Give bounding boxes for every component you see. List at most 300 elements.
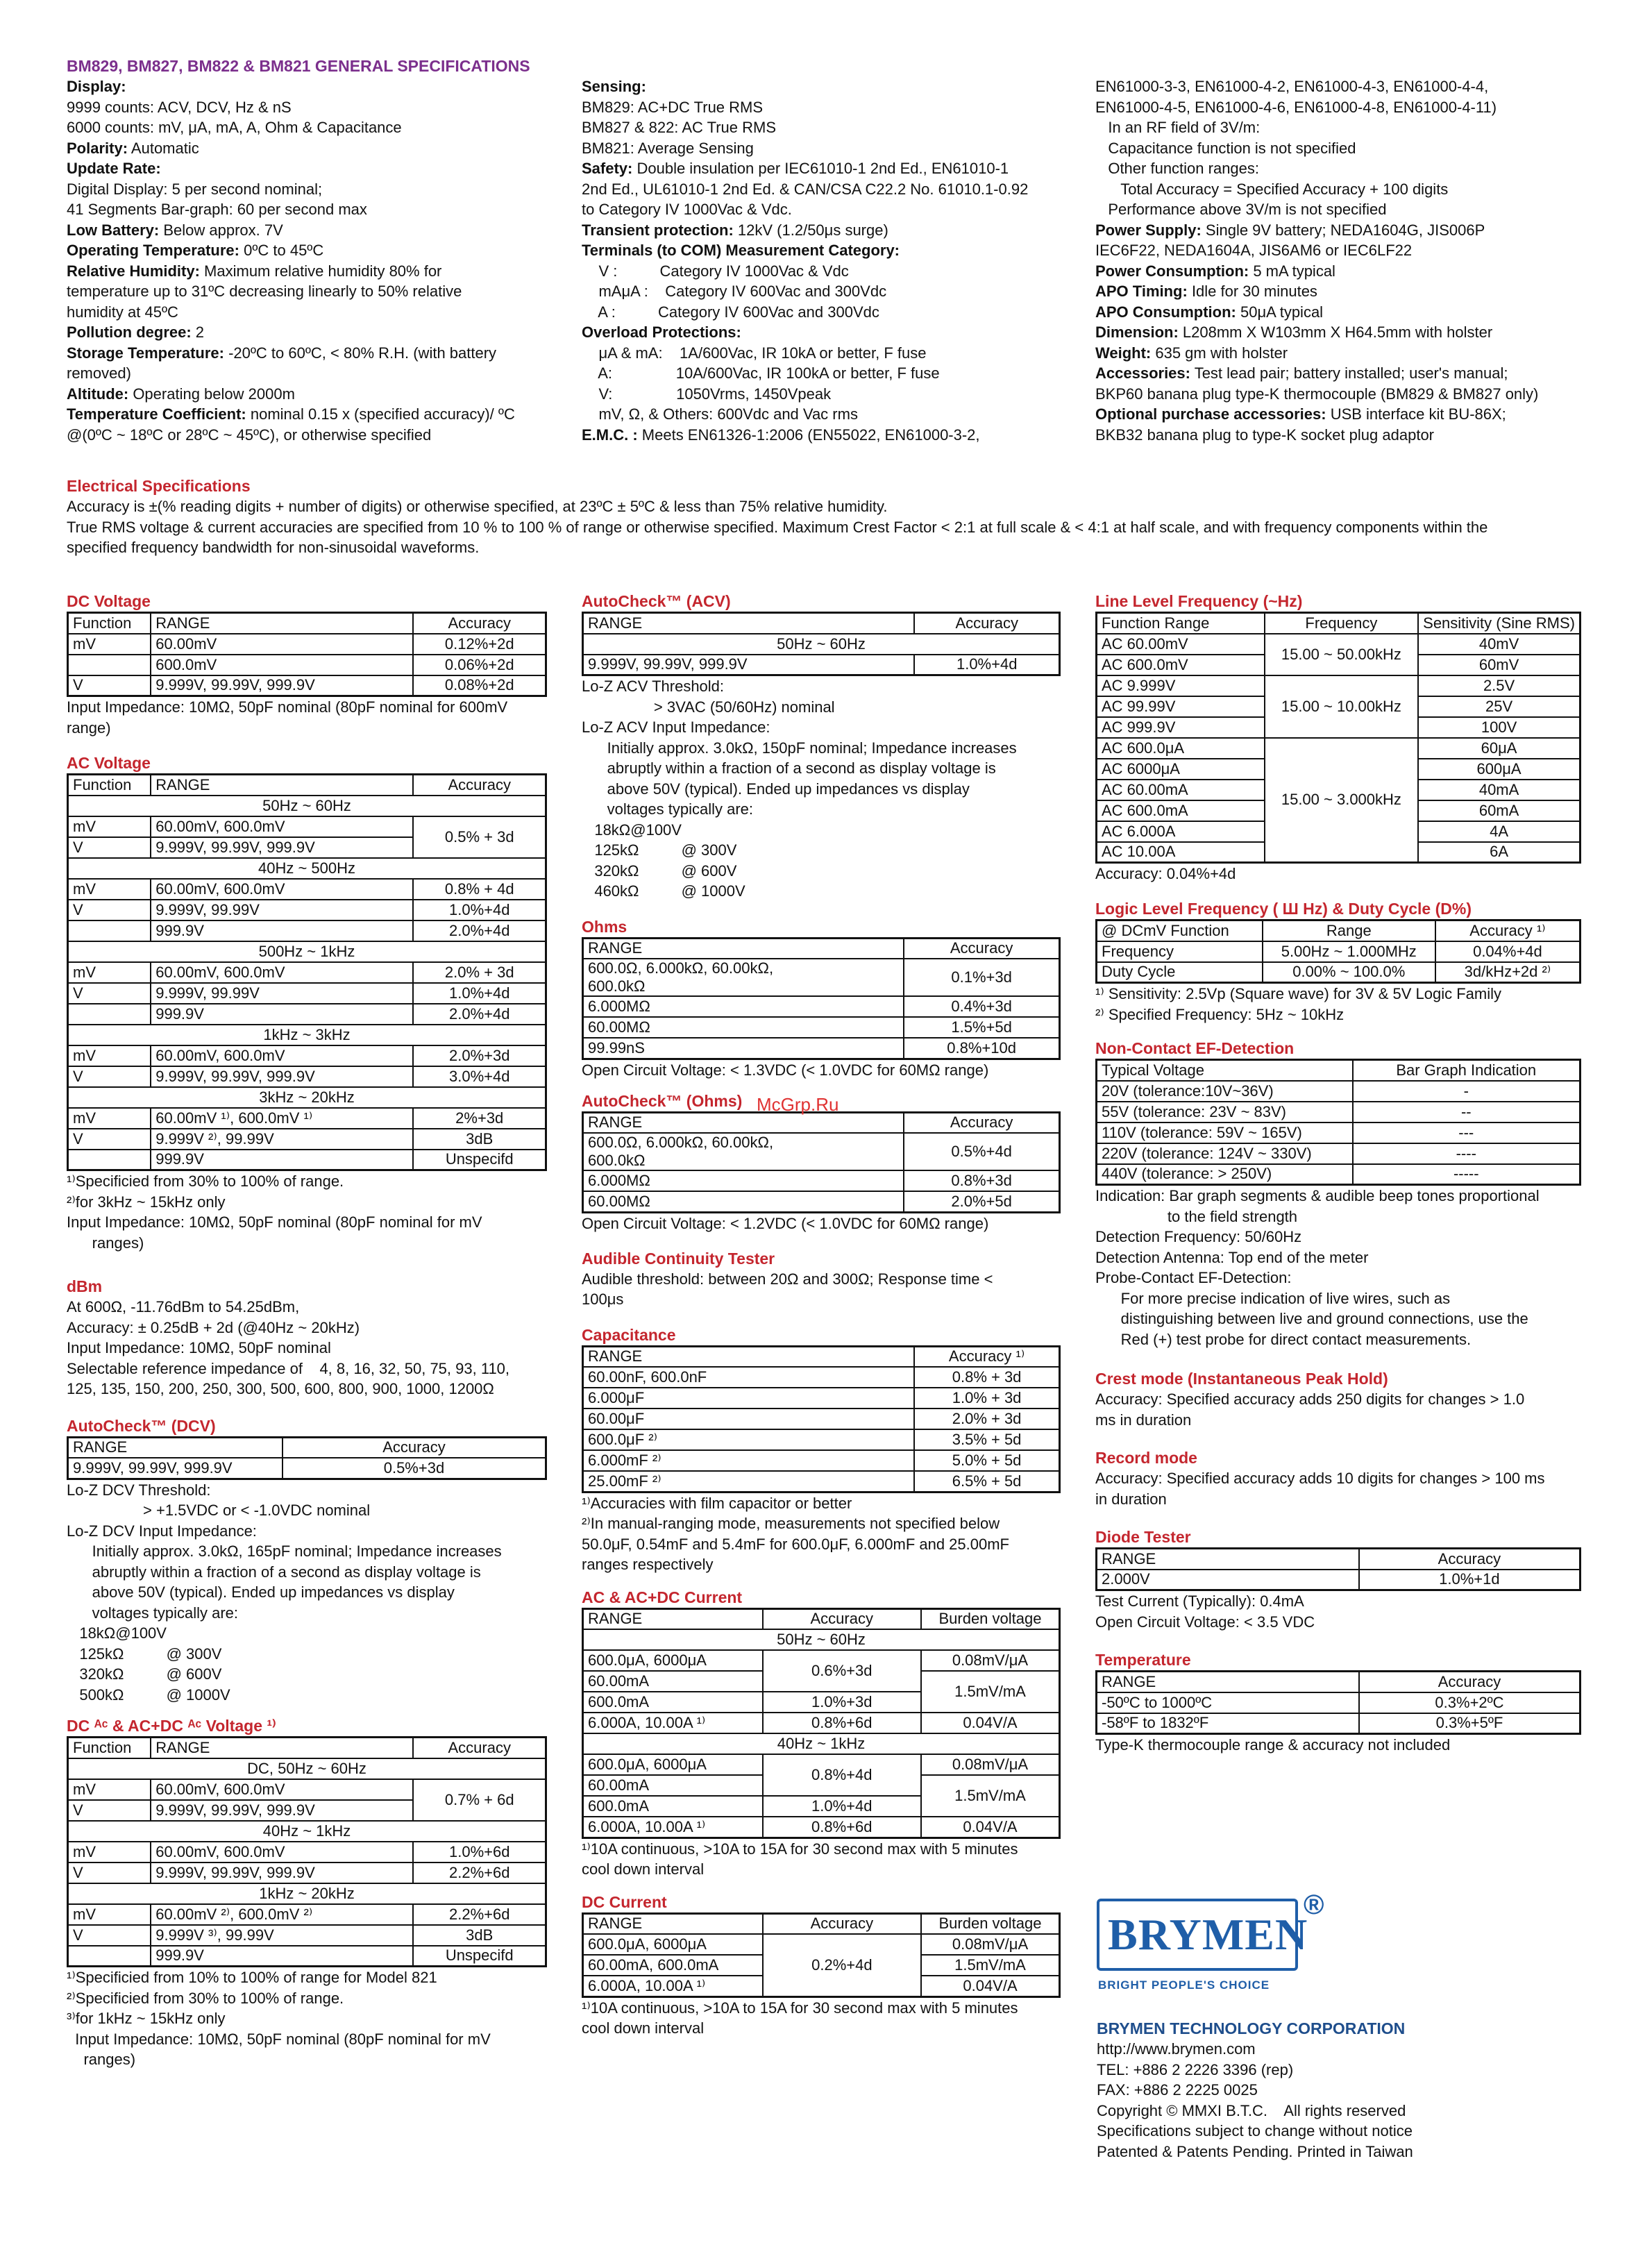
table-cell: Accuracy <box>904 1112 1059 1133</box>
table-row <box>68 920 546 941</box>
table-cell: RANGE <box>1097 1672 1360 1692</box>
table-cell: mV <box>68 1045 151 1066</box>
table-row <box>68 655 546 675</box>
note-line: range) <box>67 718 111 737</box>
table-cell: 1.0%+3d <box>763 1692 921 1713</box>
table-header <box>68 1738 546 1758</box>
table-cell: 3kHz ~ 20kHz <box>68 1087 546 1108</box>
table-cell: 60.00mA <box>583 1671 763 1692</box>
table-cell: Burden voltage <box>921 1913 1060 1934</box>
note-line: Specifications subject to change without notice <box>1097 2122 1413 2139</box>
logic-level-title: Logic Level Frequency ( Ш Hz) & Duty Cycle (D%) <box>1095 900 1472 918</box>
table-cell: RANGE <box>583 613 915 634</box>
general-col-1 <box>67 56 580 445</box>
note-line: abruptly within a fraction of a second as display voltage is <box>67 1563 481 1581</box>
table-cell: 999.9V <box>151 920 413 941</box>
note-line: Selectable reference impedance of 4, 8, 16, 32, 50, 75, 93, 110, <box>67 1359 510 1377</box>
note-line: Detection Antenna: Top end of the meter <box>1095 1248 1369 1266</box>
spec-line <box>1095 261 1595 282</box>
table-cell: 1.0%+4d <box>763 1796 921 1817</box>
note-line: Test Current (Typically): 0.4mA <box>1095 1592 1304 1610</box>
table-cell: 600.0mA <box>583 1796 763 1817</box>
spec-label: Terminals (to COM) Measurement Category: <box>582 242 900 259</box>
spec-label: Pollution degree: <box>67 323 192 341</box>
table-row <box>68 634 546 655</box>
spec-label: Temperature Coefficient: <box>67 405 246 423</box>
note-line: ¹⁾10A continuous, >10A to 15A for 30 second max with 5 minutes <box>582 1840 1018 1858</box>
note-line: ³⁾for 1kHz ~ 15kHz only <box>67 2010 226 2027</box>
spec-line <box>582 179 1081 200</box>
spec-value: EN61000-4-5, EN61000-4-6, EN61000-4-8, EN61000-4-11) <box>1095 98 1497 116</box>
table-cell: mV <box>68 1842 151 1863</box>
table-cell: 25.00mF ²⁾ <box>583 1471 915 1492</box>
note-line: Initially approx. 3.0kΩ, 165pF nominal; Impedance increases <box>67 1542 502 1560</box>
table-cell: AC 600.0μA <box>1097 738 1265 759</box>
table-cell: RANGE <box>68 1437 283 1458</box>
table-cell: 1kHz ~ 3kHz <box>68 1025 546 1045</box>
spec-value: Double insulation per IEC61010-1 2nd Ed., EN61010-1 <box>632 160 1009 177</box>
table-cell: 60.00mV <box>151 634 413 655</box>
table-cell: V <box>68 675 151 696</box>
table-cell: 50Hz ~ 60Hz <box>68 796 546 816</box>
table-cell: AC 6.000A <box>1097 821 1265 842</box>
spec-line <box>1095 384 1595 405</box>
table-cell: --- <box>1353 1122 1581 1143</box>
table-cell: mV <box>68 962 151 983</box>
table-cell: 40Hz ~ 1kHz <box>583 1733 1060 1754</box>
table-cell: 6.000A, 10.00A ¹⁾ <box>583 1817 763 1838</box>
table-cell <box>68 1150 151 1170</box>
note-line: 500kΩ @ 1000V <box>67 1685 230 1704</box>
table-cell: 2.0%+4d <box>413 920 546 941</box>
table-cell: 5.00Hz ~ 1.000MHz <box>1263 941 1435 962</box>
note-line: 50.0μF, 0.54mF and 5.4mF for 600.0μF, 6.000mF and 25.00mF <box>582 1535 1009 1553</box>
table-cell: 0.04%+4d <box>1435 941 1581 962</box>
table-cell: 55V (tolerance: 23V ~ 83V) <box>1097 1102 1353 1122</box>
table-cell: RANGE <box>583 1112 904 1133</box>
table-cell: 600.0μF ²⁾ <box>583 1429 915 1450</box>
table-cell: 15.00 ~ 10.00kHz <box>1265 675 1419 738</box>
spec-value: 0ºC to 45ºC <box>239 242 324 259</box>
table-cell: 0.5% + 3d <box>413 816 546 858</box>
note-line: ranges) <box>67 2051 136 2068</box>
spec-line <box>582 220 1081 241</box>
table-cell: 110V (tolerance: 59V ~ 165V) <box>1097 1122 1353 1143</box>
table-cell: 60.00mV, 600.0mV <box>151 962 413 983</box>
table-cell: V <box>68 900 151 920</box>
table-cell: 600.0Ω, 6.000kΩ, 60.00kΩ, 600.0kΩ <box>583 959 904 996</box>
ef-detection-table <box>1095 1059 1581 1186</box>
spec-line <box>67 322 580 343</box>
table-cell: 9.999V, 99.99V, 999.9V <box>151 675 413 696</box>
table-cell: 6.5% + 5d <box>914 1471 1059 1492</box>
band-row <box>68 1883 546 1904</box>
table-cell: 60.00nF, 600.0nF <box>583 1367 915 1388</box>
spec-label: APO Timing: <box>1095 283 1188 300</box>
table-cell: 40mV <box>1418 634 1580 655</box>
table-row <box>68 1904 546 1925</box>
table-cell: 25V <box>1418 696 1580 717</box>
spec-value: 635 gm with holster <box>1151 344 1288 362</box>
spec-value: In an RF field of 3V/m: <box>1095 119 1261 136</box>
spec-line <box>1095 343 1595 364</box>
table-cell: 40mA <box>1418 780 1580 800</box>
spec-line <box>582 261 1081 282</box>
spec-line <box>582 322 1081 343</box>
spec-line <box>67 302 580 323</box>
note-line: ms in duration <box>1095 1411 1192 1429</box>
table-cell: 9.999V, 99.99V, 999.9V <box>583 655 915 675</box>
table-cell: 1.0% + 3d <box>914 1388 1059 1409</box>
spec-value: Automatic <box>128 139 199 157</box>
spec-value: A: 10A/600Vac, IR 100kA or better, F fuse <box>582 364 940 382</box>
table-cell: 0.8%+4d <box>763 1754 921 1796</box>
spec-value: 6000 counts: mV, μA, mA, A, Ohm & Capacitance <box>67 119 402 136</box>
ohms-table <box>582 937 1061 1060</box>
note-line: ranges respectively <box>582 1556 714 1573</box>
record-mode-title: Record mode <box>1095 1449 1197 1467</box>
table-row <box>583 1817 1060 1838</box>
spec-line <box>582 199 1081 220</box>
spec-value: Single 9V battery; NEDA1604G, JIS006P <box>1201 221 1485 239</box>
table-row <box>583 1409 1060 1429</box>
spec-value: 50μA typical <box>1236 303 1324 321</box>
table-cell: 60mV <box>1418 655 1580 675</box>
left-column <box>67 591 553 2070</box>
table-cell: 15.00 ~ 50.00kHz <box>1265 634 1419 675</box>
spec-line <box>582 97 1081 118</box>
right-column <box>1095 591 1595 1755</box>
spec-label: E.M.C. : <box>582 426 638 444</box>
table-cell: 0.04V/A <box>921 1976 1060 1996</box>
spec-line <box>582 240 1081 261</box>
table-cell: AC 99.99V <box>1097 696 1265 717</box>
table-cell: Range <box>1263 920 1435 941</box>
note-line: 125kΩ @ 300V <box>582 841 737 859</box>
capacitance-title: Capacitance <box>582 1325 676 1344</box>
spec-label: Transient protection: <box>582 221 734 239</box>
table-row <box>583 1388 1060 1409</box>
table-row <box>1097 1164 1581 1185</box>
table-cell: 600.0Ω, 6.000kΩ, 60.00kΩ, 600.0kΩ <box>583 1133 904 1170</box>
note-line: ¹⁾ Sensitivity: 2.5Vp (Square wave) for 3V & 5V Logic Family <box>1095 985 1501 1002</box>
table-cell: 50Hz ~ 60Hz <box>583 634 1060 655</box>
table-cell: 0.8%+6d <box>763 1713 921 1733</box>
table-row <box>583 1650 1060 1671</box>
spec-line <box>1095 302 1595 323</box>
table-row <box>1097 941 1581 962</box>
note-line: > 3VAC (50/60Hz) nominal <box>582 698 835 716</box>
table-row <box>68 1108 546 1129</box>
note-line: For more precise indication of live wires, such as <box>1095 1289 1451 1307</box>
spec-value: BKB32 banana plug to type-K socket plug adaptor <box>1095 426 1435 444</box>
table-cell: 40Hz ~ 500Hz <box>68 858 546 879</box>
spec-value: 9999 counts: ACV, DCV, Hz & nS <box>67 98 292 116</box>
autocheck-acv-table <box>582 612 1061 676</box>
acv-title: AC Voltage <box>67 754 151 772</box>
spec-value: L208mm X W103mm X H64.5mm with holster <box>1178 323 1493 341</box>
table-cell: 0.8%+3d <box>904 1170 1059 1191</box>
band-row <box>68 796 546 816</box>
table-row <box>68 962 546 983</box>
table-cell: 0.8%+10d <box>904 1038 1059 1059</box>
band-row <box>583 1629 1060 1650</box>
table-cell: 60.00mA <box>583 1775 763 1796</box>
table-cell: 0.8% + 3d <box>914 1367 1059 1388</box>
note-line: 320kΩ @ 600V <box>582 861 737 880</box>
table-cell: AC 999.9V <box>1097 717 1265 738</box>
note-line: ¹⁾10A continuous, >10A to 15A for 30 second max with 5 minutes <box>582 1999 1018 2017</box>
table-cell: 0.08%+2d <box>413 675 546 696</box>
table-cell: 0.3%+5ºF <box>1359 1713 1581 1734</box>
table-cell: 9.999V, 99.99V, 999.9V <box>151 1863 413 1883</box>
table-cell <box>68 920 151 941</box>
table-cell: AC 600.0mA <box>1097 800 1265 821</box>
note-line: 125kΩ @ 300V <box>67 1645 222 1663</box>
line-level-table <box>1095 612 1581 864</box>
table-cell: 9.999V, 99.99V, 999.9V <box>151 1800 413 1821</box>
spec-line <box>1095 97 1595 118</box>
spec-value: Digital Display: 5 per second nominal; <box>67 180 323 198</box>
table-row <box>1097 1122 1581 1143</box>
table-cell: AC 9.999V <box>1097 675 1265 696</box>
table-cell: 9.999V, 99.99V, 999.9V <box>151 837 413 858</box>
table-cell: DC, 50Hz ~ 60Hz <box>68 1758 546 1779</box>
table-cell: Accuracy ¹⁾ <box>914 1346 1059 1367</box>
electrical-title: Electrical Specifications <box>67 477 251 495</box>
table-cell: 2.2%+6d <box>413 1863 546 1883</box>
spec-line <box>67 343 580 364</box>
note-line: Lo-Z ACV Input Impedance: <box>582 718 770 736</box>
autocheck-dcv-table <box>67 1436 547 1480</box>
table-cell: 1.5mV/mA <box>921 1775 1060 1817</box>
note-line: voltages typically are: <box>582 800 753 818</box>
table-cell: mV <box>68 1108 151 1129</box>
continuity-title: Audible Continuity Tester <box>582 1249 775 1268</box>
temperature-note: Type-K thermocouple range & accuracy not included <box>1095 1736 1451 1754</box>
table-cell: 2.000V <box>1097 1570 1359 1590</box>
table-cell: 20V (tolerance:10V~36V) <box>1097 1081 1353 1102</box>
spec-value: Other function ranges: <box>1095 160 1260 177</box>
spec-label: Operating Temperature: <box>67 242 239 259</box>
table-cell: 6.000A, 10.00A ¹⁾ <box>583 1976 763 1996</box>
spec-value: IEC6F22, NEDA1604A, JIS6AM6 or IEC6LF22 <box>1095 242 1413 259</box>
table-cell: Accuracy <box>413 1738 546 1758</box>
spec-value: 12kV (1.2/50μs surge) <box>733 221 888 239</box>
spec-line <box>67 199 580 220</box>
spec-value: removed) <box>67 364 131 382</box>
table-cell: 60μA <box>1418 738 1580 759</box>
table-cell: RANGE <box>583 1608 763 1629</box>
spec-value: A : Category IV 600Vac and 300Vdc <box>582 303 879 321</box>
table-cell: V <box>68 1863 151 1883</box>
table-cell: 2%+3d <box>413 1108 546 1129</box>
spec-line <box>67 425 580 446</box>
middle-column <box>582 591 1068 2039</box>
band-row <box>68 1821 546 1842</box>
temperature-table <box>1095 1670 1581 1735</box>
table-cell: 0.08mV/μA <box>921 1650 1060 1671</box>
spec-value: nominal 0.15 x (specified accuracy)/ ºC <box>246 405 515 423</box>
table-cell: 6.000MΩ <box>583 1170 904 1191</box>
table-cell: 1.0%+4d <box>413 983 546 1004</box>
table-cell: 40Hz ~ 1kHz <box>68 1821 546 1842</box>
table-row <box>1097 738 1581 759</box>
table-cell: 60.00mV ¹⁾, 600.0mV ¹⁾ <box>151 1108 413 1129</box>
spec-line <box>582 76 1081 97</box>
autocheck-ohms-note: Open Circuit Voltage: < 1.2VDC (< 1.0VDC for 60MΩ range) <box>582 1214 989 1232</box>
table-cell: Unspecifd <box>413 1946 546 1967</box>
spec-label: Low Battery: <box>67 221 160 239</box>
spec-value: temperature up to 31ºC decreasing linearly to 50% relative <box>67 283 462 300</box>
spec-value: Operating below 2000m <box>128 385 295 403</box>
spec-label: Power Supply: <box>1095 221 1202 239</box>
table-cell: -58ºF to 1832ºF <box>1097 1713 1360 1734</box>
table-cell: 0.00% ~ 100.0% <box>1263 962 1435 983</box>
table-row <box>1097 634 1581 655</box>
note-line: Accuracy: ± 0.25dB + 2d (@40Hz ~ 20kHz) <box>67 1318 360 1336</box>
table-cell: Frequency <box>1097 941 1263 962</box>
table-cell: 9.999V, 99.99V <box>151 900 413 920</box>
table-row <box>1097 675 1581 696</box>
table-cell: Burden voltage <box>921 1608 1060 1629</box>
spec-value: BKP60 banana plug type-K thermocouple (BM829 & BM827 only) <box>1095 385 1539 403</box>
table-cell: RANGE <box>151 775 413 796</box>
note-line: in duration <box>1095 1490 1167 1508</box>
note-line: ²⁾ Specified Frequency: 5Hz ~ 10kHz <box>1095 1005 1345 1023</box>
table-cell: 600.0μA, 6000μA <box>583 1754 763 1775</box>
table-cell: Frequency <box>1265 613 1419 634</box>
table-cell: mV <box>68 634 151 655</box>
table-cell: ---- <box>1353 1143 1581 1164</box>
table-cell: RANGE <box>583 938 904 959</box>
dbm-title: dBm <box>67 1277 103 1295</box>
note-line: ranges) <box>67 1234 144 1252</box>
table-cell: Accuracy <box>413 775 546 796</box>
table-cell <box>68 655 151 675</box>
note-line: cool down interval <box>582 1860 705 1878</box>
spec-line <box>582 302 1081 323</box>
table-cell: 0.06%+2d <box>413 655 546 675</box>
line-level-title: Line Level Frequency (~Hz) <box>1095 592 1303 610</box>
table-cell: 60.00mV, 600.0mV <box>151 1779 413 1800</box>
table-cell: Typical Voltage <box>1097 1060 1353 1081</box>
note-line: 320kΩ @ 600V <box>67 1665 222 1683</box>
table-cell: 6.000MΩ <box>583 996 904 1017</box>
note-line: ¹⁾Accuracies with film capacitor or better <box>582 1494 852 1512</box>
spec-line <box>582 281 1081 302</box>
table-cell: 60.00MΩ <box>583 1191 904 1212</box>
line-level-note: Accuracy: 0.04%+4d <box>1095 865 1236 882</box>
table-row <box>583 996 1060 1017</box>
table-cell: 2.0%+3d <box>413 1045 546 1066</box>
table-cell: Accuracy <box>763 1913 921 1934</box>
table-cell: 1.0%+6d <box>413 1842 546 1863</box>
table-header <box>1097 920 1581 941</box>
autocheck-ohms-table <box>582 1111 1061 1213</box>
band-row <box>68 858 546 879</box>
table-cell: 1.5%+5d <box>904 1017 1059 1038</box>
table-cell: V <box>68 983 151 1004</box>
note-line: 18kΩ@100V <box>582 821 682 839</box>
table-cell: 0.04V/A <box>921 1817 1060 1838</box>
spec-label: Display: <box>67 78 126 95</box>
diode-tester-table <box>1095 1547 1581 1591</box>
table-cell: mV <box>68 816 151 837</box>
spec-line <box>67 281 580 302</box>
note-line: Accuracy: Specified accuracy adds 10 digits for changes > 100 ms <box>1095 1470 1545 1487</box>
table-cell: 999.9V <box>151 1004 413 1025</box>
note-line: TEL: +886 2 2226 3396 (rep) <box>1097 2060 1294 2078</box>
table-cell: 2.0% + 3d <box>914 1409 1059 1429</box>
note-line: Lo-Z DCV Threshold: <box>67 1481 211 1499</box>
spec-value: Performance above 3V/m is not specified <box>1095 201 1387 218</box>
table-row <box>68 983 546 1004</box>
spec-line <box>67 363 580 384</box>
band-row <box>68 1025 546 1045</box>
spec-line <box>1095 179 1595 200</box>
table-cell: 220V (tolerance: 124V ~ 330V) <box>1097 1143 1353 1164</box>
acv-table <box>67 773 547 1171</box>
spec-value: @(0ºC ~ 18ºC or 28ºC ~ 45ºC), or otherwise specified <box>67 426 432 444</box>
table-row <box>583 655 1060 675</box>
note-line: cool down interval <box>582 2019 705 2037</box>
spec-line <box>1095 199 1595 220</box>
table-row <box>1097 1102 1581 1122</box>
spec-line <box>1095 322 1595 343</box>
table-row <box>68 1066 546 1087</box>
table-cell: V <box>68 1925 151 1946</box>
spec-label: Dimension: <box>1095 323 1179 341</box>
table-cell: 15.00 ~ 3.000kHz <box>1265 738 1419 863</box>
band-row <box>68 1087 546 1108</box>
crest-mode-title: Crest mode (Instantaneous Peak Hold) <box>1095 1370 1388 1388</box>
table-row <box>68 900 546 920</box>
note-line: ¹⁾Specificied from 30% to 100% of range. <box>67 1172 344 1190</box>
table-cell <box>68 1004 151 1025</box>
table-cell: 60.00MΩ <box>583 1017 904 1038</box>
spec-line <box>582 425 1081 446</box>
table-row <box>1097 1692 1581 1713</box>
spec-line <box>67 76 580 97</box>
table-cell: 9.999V, 99.99V <box>151 983 413 1004</box>
table-row <box>68 1925 546 1946</box>
table-cell: 99.99nS <box>583 1038 904 1059</box>
ac-current-title: AC & AC+DC Current <box>582 1588 743 1606</box>
table-cell: 50Hz ~ 60Hz <box>583 1629 1060 1650</box>
table-cell: 440V (tolerance: > 250V) <box>1097 1164 1353 1185</box>
spec-value: BM827 & 822: AC True RMS <box>582 119 777 136</box>
table-cell: 6.000mF ²⁾ <box>583 1450 915 1471</box>
spec-line <box>582 384 1081 405</box>
spec-value: Idle for 30 minutes <box>1187 283 1317 300</box>
spec-value: V : Category IV 1000Vac & Vdc <box>582 262 849 280</box>
table-header <box>1097 1060 1581 1081</box>
note-line: distinguishing between live and ground connections, use the <box>1095 1310 1528 1327</box>
table-cell: 6.000A, 10.00A ¹⁾ <box>583 1713 763 1733</box>
table-cell: 60mA <box>1418 800 1580 821</box>
table-cell: -50ºC to 1000ºC <box>1097 1692 1360 1713</box>
note-line: Input Impedance: 10MΩ, 50pF nominal (80pF nominal for mV <box>67 2030 491 2048</box>
spec-label: Weight: <box>1095 344 1152 362</box>
spec-value: mV, Ω, & Others: 600Vdc and Vac rms <box>582 405 858 423</box>
spec-value: USB interface kit BU-86X; <box>1326 405 1506 423</box>
spec-label: Overload Protections: <box>582 323 741 341</box>
spec-value: μA & mA: 1A/600Vac, IR 10kA or better, F fuse <box>582 344 927 362</box>
dcv-table <box>67 612 547 697</box>
table-row <box>68 879 546 900</box>
spec-line <box>1095 363 1595 384</box>
